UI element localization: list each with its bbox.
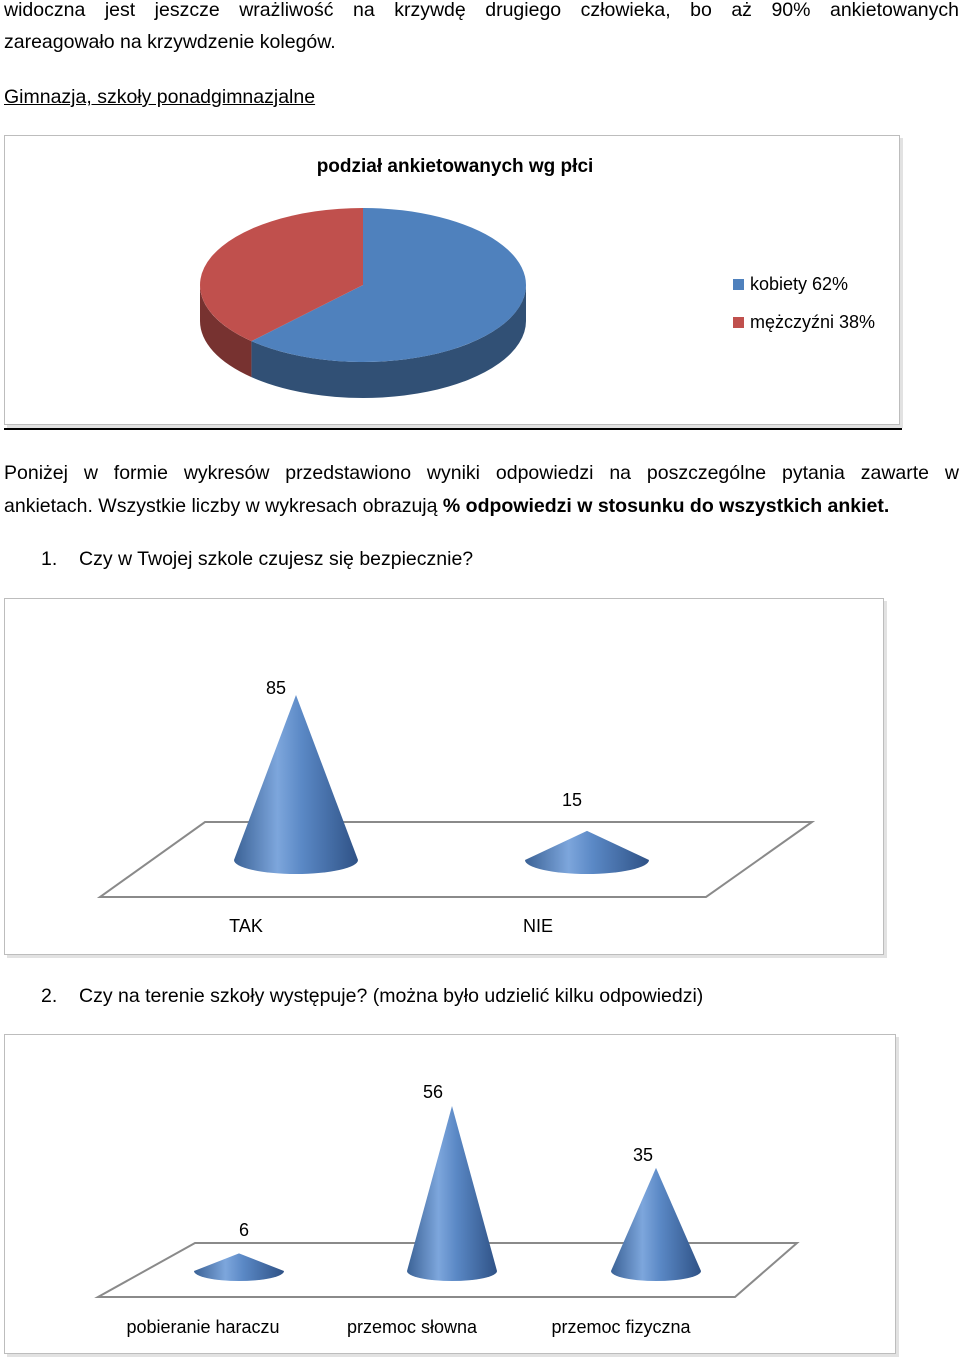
violence-chart-data-label: 35 — [632, 1145, 654, 1165]
safety-chart-cone-TAK — [234, 695, 358, 874]
legend-label-mezczyzni: mężczyźni 38% — [750, 312, 876, 332]
violence-chart-category-label: przemoc słowna — [346, 1317, 478, 1337]
violence-chart-data-label: 56 — [422, 1082, 444, 1102]
intro-line-2: zareagowało na krzywdzenie kolegów. — [4, 31, 336, 53]
question-2-number: 2. — [41, 985, 58, 1007]
violence-chart-category-label: pobieranie haraczu — [126, 1317, 280, 1337]
question-2-text: Czy na terenie szkoły występuje? (można było udzielić kilku odpowiedzi) — [79, 985, 704, 1007]
question-1-number: 1. — [41, 548, 58, 570]
section-heading: Gimnazja, szkoły ponadgimnazjalne — [4, 86, 316, 108]
violence-chart-data-label: 6 — [238, 1220, 250, 1240]
safety-chart-category-label: TAK — [229, 916, 263, 936]
violence-chart-cone-przemoc fizyczna — [611, 1168, 701, 1281]
safety-chart-data-label: 85 — [265, 678, 287, 698]
paragraph-line-2-normal: ankietach. Wszystkie liczby w wykresach obrazują — [4, 495, 443, 517]
safety-chart-floor — [100, 822, 812, 897]
paragraph-line-1: Poniżej w formie wykresów przedstawiono wyniki odpowiedzi na poszczególne pytania zawarte w — [4, 462, 959, 484]
paragraph-line-2-bold: % odpowiedzi w stosunku do wszystkich ankiet. — [442, 495, 890, 517]
violence-chart-cone-przemoc słowna — [407, 1106, 497, 1281]
safety-chart-category-label: NIE — [522, 916, 554, 936]
pie-chart-title: podział ankietowanych wg płci — [316, 156, 594, 177]
intro-line-1: widoczna jest jeszcze wrażliwość na krzywdę drugiego człowieka, bo aż 90% ankietowanych — [4, 0, 959, 21]
question-1-text: Czy w Twojej szkole czujesz się bezpiecznie? — [79, 548, 474, 570]
violence-chart-category-label: przemoc fizyczna — [551, 1317, 691, 1337]
legend-label-kobiety: kobiety 62% — [750, 274, 849, 294]
safety-chart-data-label: 15 — [561, 790, 583, 810]
